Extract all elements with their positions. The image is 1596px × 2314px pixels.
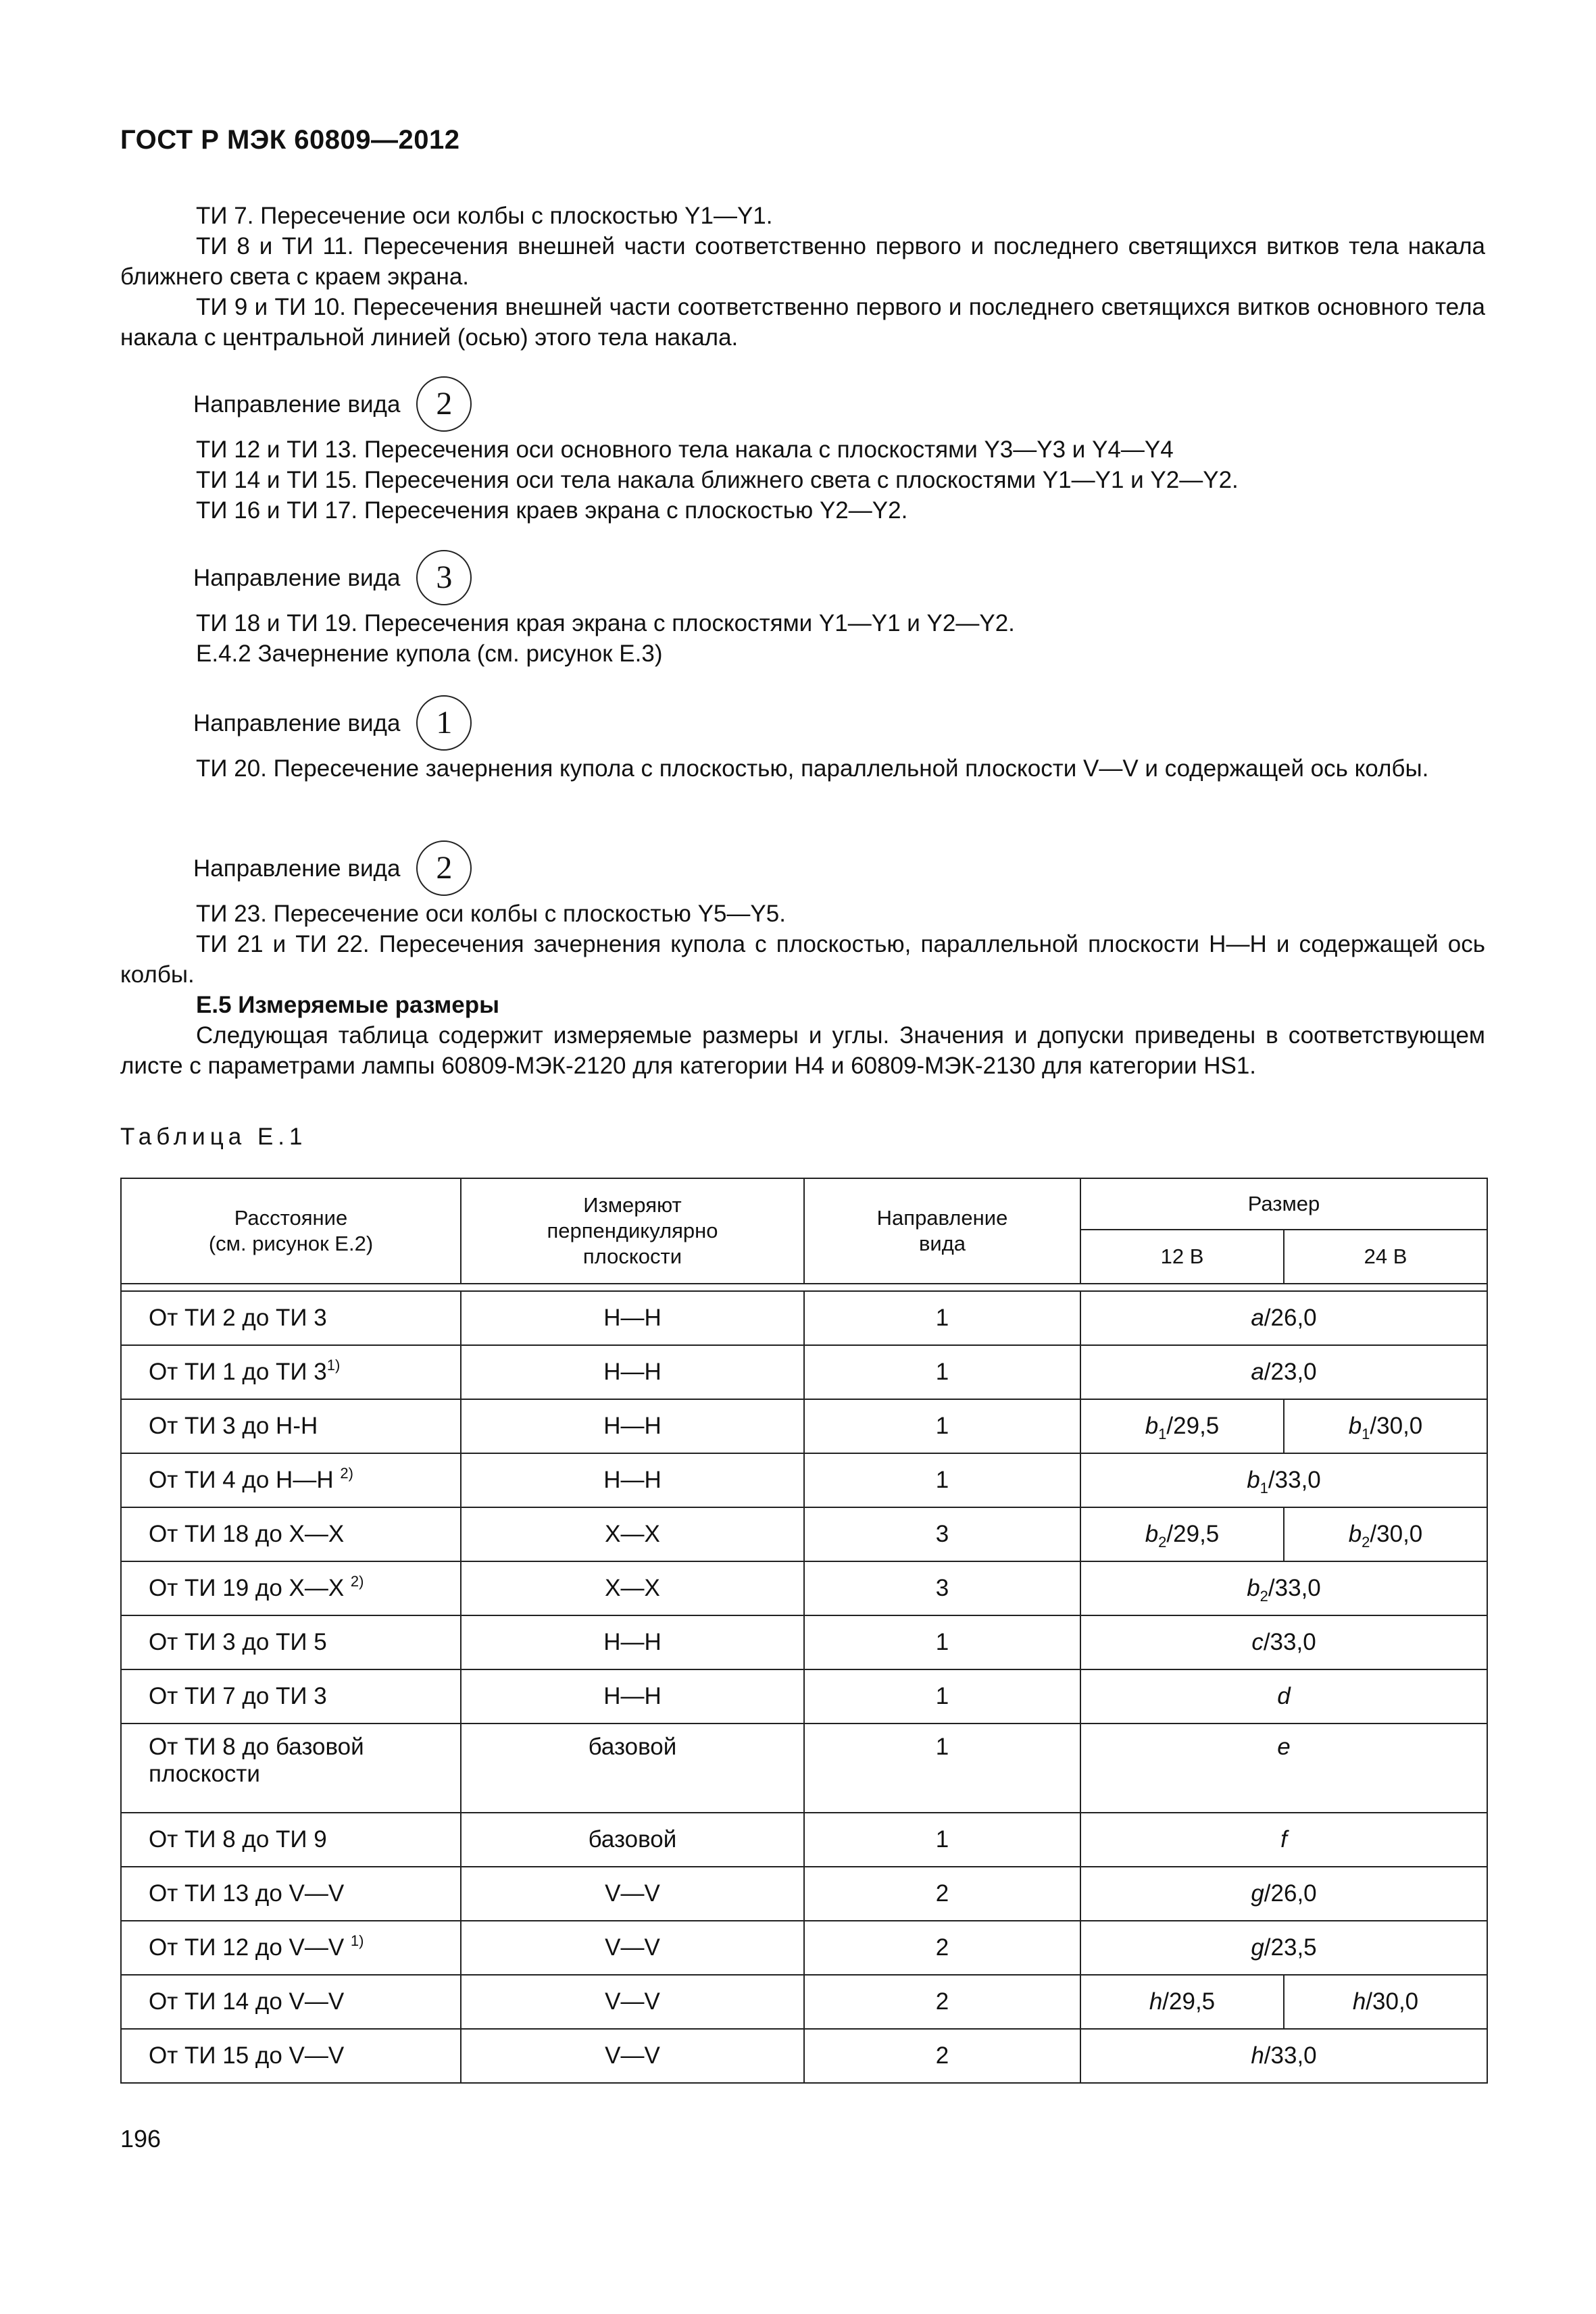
- size-symbol: h: [1251, 2042, 1264, 2069]
- size-value: /33,0: [1268, 1467, 1321, 1493]
- header-separator: [121, 1284, 1487, 1291]
- document-header: ГОСТ Р МЭК 60809—2012: [120, 125, 460, 155]
- direction-of-view: [193, 838, 1485, 899]
- table-body: [121, 1291, 1487, 2083]
- direction-view-3-block: [120, 547, 1485, 669]
- size-subscript: 1: [1158, 1426, 1167, 1442]
- cell-size-24v: [1284, 1975, 1487, 2029]
- size-symbol: d: [1277, 1683, 1291, 1709]
- cell-plane: Н—Н: [461, 1669, 804, 1724]
- size-value: /30,0: [1370, 1413, 1423, 1439]
- footnote-ref: 1): [350, 1932, 364, 1949]
- size-symbol: b: [1145, 1521, 1159, 1547]
- cell-text: От ТИ 18 до X—X: [149, 1521, 345, 1547]
- size-subscript: 1: [1362, 1426, 1370, 1442]
- table-row: [121, 1507, 1487, 1561]
- cell-direction: 1: [804, 1724, 1080, 1813]
- cell-direction: 3: [804, 1561, 1080, 1615]
- cell-plane: Н—Н: [461, 1291, 804, 1345]
- cell-direction: 1: [804, 1291, 1080, 1345]
- cell-distance: [121, 1453, 461, 1507]
- cell-size: [1080, 1453, 1487, 1507]
- cell-plane: Н—Н: [461, 1345, 804, 1399]
- cell-plane: базовой: [461, 1813, 804, 1867]
- size-symbol: b: [1247, 1467, 1260, 1493]
- size-symbol: b: [1348, 1413, 1362, 1439]
- cell-text: От ТИ 4 до Н—Н: [149, 1467, 341, 1493]
- cell-direction: 3: [804, 1507, 1080, 1561]
- page-number: 196: [120, 2125, 161, 2153]
- cell-direction: 2: [804, 1975, 1080, 2029]
- size-symbol: b: [1145, 1413, 1159, 1439]
- table-row: [121, 1813, 1487, 1867]
- cell-plane: V—V: [461, 1867, 804, 1921]
- size-symbol: f: [1280, 1826, 1287, 1853]
- cell-text: От ТИ 3 до ТИ 5: [149, 1629, 327, 1655]
- cell-size: [1080, 1813, 1487, 1867]
- footnote-ref: 1): [326, 1357, 341, 1374]
- cell-plane: V—V: [461, 2029, 804, 2083]
- size-symbol: b: [1348, 1521, 1362, 1547]
- cell-distance: [121, 2029, 461, 2083]
- paragraph: ТИ 21 и ТИ 22. Пересечения зачернения купола с плоскостью, параллельной плоскости Н—Н и содержащей ось колбы.: [120, 931, 1485, 988]
- direction-view-1-block: [120, 693, 1485, 784]
- direction-number-circle: 2: [416, 840, 472, 896]
- cell-plane: Н—Н: [461, 1615, 804, 1669]
- size-value: /26,0: [1264, 1880, 1317, 1907]
- paragraph: ТИ 12 и ТИ 13. Пересечения оси основного тела накала с плоскостями Y3—Y3 и Y4—Y4: [196, 436, 1174, 463]
- size-value: /30,0: [1370, 1521, 1423, 1547]
- paragraph: ТИ 18 и ТИ 19. Пересечения края экрана с плоскостями Y1—Y1 и Y2—Y2.: [196, 610, 1015, 636]
- cell-distance: [121, 1507, 461, 1561]
- section-title: Е.5 Измеряемые размеры: [196, 992, 500, 1018]
- size-subscript: 2: [1158, 1534, 1167, 1551]
- footnote-ref: 2): [340, 1465, 353, 1482]
- size-value: /33,0: [1268, 1575, 1321, 1601]
- size-symbol: g: [1251, 1934, 1264, 1961]
- cell-size: [1080, 1669, 1487, 1724]
- size-value: /26,0: [1264, 1305, 1317, 1331]
- cell-direction: 1: [804, 1453, 1080, 1507]
- paragraph: ТИ 7. Пересечение оси колбы с плоскостью Y1—Y1.: [196, 203, 773, 229]
- cell-text: От ТИ 1 до ТИ 3: [149, 1359, 327, 1385]
- table-row: [121, 1669, 1487, 1724]
- size-symbol: a: [1251, 1359, 1264, 1385]
- table-row: [121, 1399, 1487, 1453]
- size-subscript: 2: [1260, 1588, 1268, 1605]
- cell-distance: [121, 1615, 461, 1669]
- paragraph: ТИ 8 и ТИ 11. Пересечения внешней части соответственно первого и последнего светящихся витков тела накала ближнего света с краем экрана.: [120, 233, 1485, 290]
- cell-plane: V—V: [461, 1975, 804, 2029]
- section-text: Следующая таблица содержит измеряемые размеры и углы. Значения и допуски приведены в соответствующем листе с параметрами лампы 60809-МЭК-2120 для категории Н4 и 60809-МЭК-2130 для категории HS1.: [120, 1022, 1485, 1079]
- size-value: /33,0: [1263, 1629, 1316, 1655]
- cell-distance: [121, 1921, 461, 1975]
- cell-size: [1080, 1291, 1487, 1345]
- cell-plane: X—X: [461, 1507, 804, 1561]
- cell-size-24v: [1284, 1507, 1487, 1561]
- paragraph: ТИ 16 и ТИ 17. Пересечения краев экрана с плоскостью Y2—Y2.: [196, 497, 908, 524]
- table-row: [121, 1615, 1487, 1669]
- size-subscript: 2: [1362, 1534, 1370, 1551]
- cell-distance: [121, 1975, 461, 2029]
- paragraph: ТИ 14 и ТИ 15. Пересечения оси тела накала ближнего света с плоскостями Y1—Y1 и Y2—Y2.: [196, 467, 1239, 493]
- table-row: [121, 1975, 1487, 2029]
- size-value: /23,0: [1264, 1359, 1317, 1385]
- footnote-ref: 2): [350, 1573, 364, 1590]
- size-symbol: a: [1251, 1305, 1264, 1331]
- table-row: [121, 1921, 1487, 1975]
- cell-direction: 1: [804, 1615, 1080, 1669]
- size-symbol: c: [1251, 1629, 1264, 1655]
- cell-size-12v: [1080, 1975, 1284, 2029]
- table-row: [121, 1345, 1487, 1399]
- cell-text: От ТИ 15 до V—V: [149, 2042, 345, 2069]
- cell-text: От ТИ 3 до Н-Н: [149, 1413, 318, 1439]
- cell-direction: 1: [804, 1399, 1080, 1453]
- cell-text: От ТИ 14 до V—V: [149, 1988, 345, 2015]
- direction-label: Направление вида: [193, 709, 401, 736]
- cell-size: [1080, 1921, 1487, 1975]
- cell-size: [1080, 1867, 1487, 1921]
- cell-distance: [121, 1669, 461, 1724]
- cell-plane: базовой: [461, 1724, 804, 1813]
- direction-of-view: [193, 374, 1485, 434]
- cell-direction: 2: [804, 1867, 1080, 1921]
- direction-number-circle: 3: [416, 550, 472, 605]
- table-caption: Таблица Е.1: [120, 1124, 307, 1150]
- direction-label: Направление вида: [193, 564, 401, 591]
- cell-text: От ТИ 13 до V—V: [149, 1880, 345, 1907]
- table-row: [121, 1724, 1487, 1813]
- cell-text: От ТИ 8 до ТИ 9: [149, 1826, 327, 1853]
- table-row: [121, 1867, 1487, 1921]
- size-symbol: h: [1352, 1988, 1366, 2015]
- cell-plane: V—V: [461, 1921, 804, 1975]
- cell-size: [1080, 1345, 1487, 1399]
- table-row: [121, 1291, 1487, 1345]
- cell-text: От ТИ 19 до X—X: [149, 1575, 351, 1601]
- size-symbol: e: [1277, 1734, 1291, 1760]
- separator-cell: [121, 1284, 1487, 1291]
- cell-text: От ТИ 12 до V—V: [149, 1934, 351, 1961]
- direction-view-2-block: [120, 374, 1485, 526]
- size-value: /29,5: [1166, 1413, 1220, 1439]
- cell-size: [1080, 2029, 1487, 2083]
- cell-size: [1080, 1615, 1487, 1669]
- cell-plane: X—X: [461, 1561, 804, 1615]
- cell-size-12v: [1080, 1399, 1284, 1453]
- header-perpendicular-plane: Измеряют перпендикулярно плоскости: [461, 1178, 804, 1284]
- table-row: [121, 1561, 1487, 1615]
- cell-direction: 2: [804, 2029, 1080, 2083]
- cell-text: От ТИ 8 до базовой плоскости: [149, 1734, 364, 1787]
- cell-text: От ТИ 7 до ТИ 3: [149, 1683, 327, 1709]
- cell-size: [1080, 1561, 1487, 1615]
- size-value: /33,0: [1264, 2042, 1317, 2069]
- text-block-1: [120, 201, 1485, 353]
- direction-number-circle: 2: [416, 376, 472, 432]
- cell-plane: Н—Н: [461, 1453, 804, 1507]
- header-view-direction: Направление вида: [804, 1178, 1080, 1284]
- size-value: /29,5: [1162, 1988, 1216, 2015]
- direction-number-circle: 1: [416, 695, 472, 751]
- cell-distance: [121, 1867, 461, 1921]
- paragraph: Е.4.2 Зачернение купола (см. рисунок Е.3): [196, 640, 663, 667]
- direction-label: Направление вида: [193, 391, 401, 418]
- size-symbol: g: [1251, 1880, 1264, 1907]
- cell-distance: [121, 1561, 461, 1615]
- size-value: /30,0: [1366, 1988, 1419, 2015]
- size-subscript: 1: [1260, 1480, 1268, 1496]
- header-size: Размер: [1080, 1178, 1487, 1230]
- size-symbol: h: [1149, 1988, 1163, 2015]
- paragraph: ТИ 9 и ТИ 10. Пересечения внешней части соответственно первого и последнего светящихся витков основного тела накала с центральной линией (осью) этого тела накала.: [120, 294, 1485, 351]
- cell-direction: 1: [804, 1669, 1080, 1724]
- direction-label: Направление вида: [193, 855, 401, 882]
- direction-view-2b-block: [120, 838, 1485, 1081]
- cell-distance: [121, 1724, 461, 1813]
- size-symbol: b: [1247, 1575, 1260, 1601]
- paragraph: ТИ 20. Пересечение зачернения купола с плоскостью, параллельной плоскости V—V и содержащей ось колбы.: [196, 755, 1429, 782]
- cell-size-12v: [1080, 1507, 1284, 1561]
- header-24v: 24 В: [1284, 1230, 1487, 1284]
- header-12v: 12 В: [1080, 1230, 1284, 1284]
- cell-size-24v: [1284, 1399, 1487, 1453]
- cell-distance: [121, 1399, 461, 1453]
- cell-distance: [121, 1813, 461, 1867]
- size-value: /29,5: [1166, 1521, 1220, 1547]
- size-value: /23,5: [1264, 1934, 1317, 1961]
- direction-of-view: [193, 547, 1485, 608]
- cell-size: [1080, 1724, 1487, 1813]
- table-row: [121, 2029, 1487, 2083]
- header-distance: Расстояние (см. рисунок Е.2): [121, 1178, 461, 1284]
- table-row: [121, 1453, 1487, 1507]
- cell-direction: 1: [804, 1345, 1080, 1399]
- cell-plane: Н—Н: [461, 1399, 804, 1453]
- cell-text: От ТИ 2 до ТИ 3: [149, 1305, 327, 1331]
- cell-distance: [121, 1345, 461, 1399]
- cell-direction: 2: [804, 1921, 1080, 1975]
- cell-distance: [121, 1291, 461, 1345]
- cell-direction: 1: [804, 1813, 1080, 1867]
- direction-of-view: [193, 693, 1485, 753]
- measurements-table: [120, 1178, 1488, 2084]
- paragraph: ТИ 23. Пересечение оси колбы с плоскостью Y5—Y5.: [196, 901, 786, 927]
